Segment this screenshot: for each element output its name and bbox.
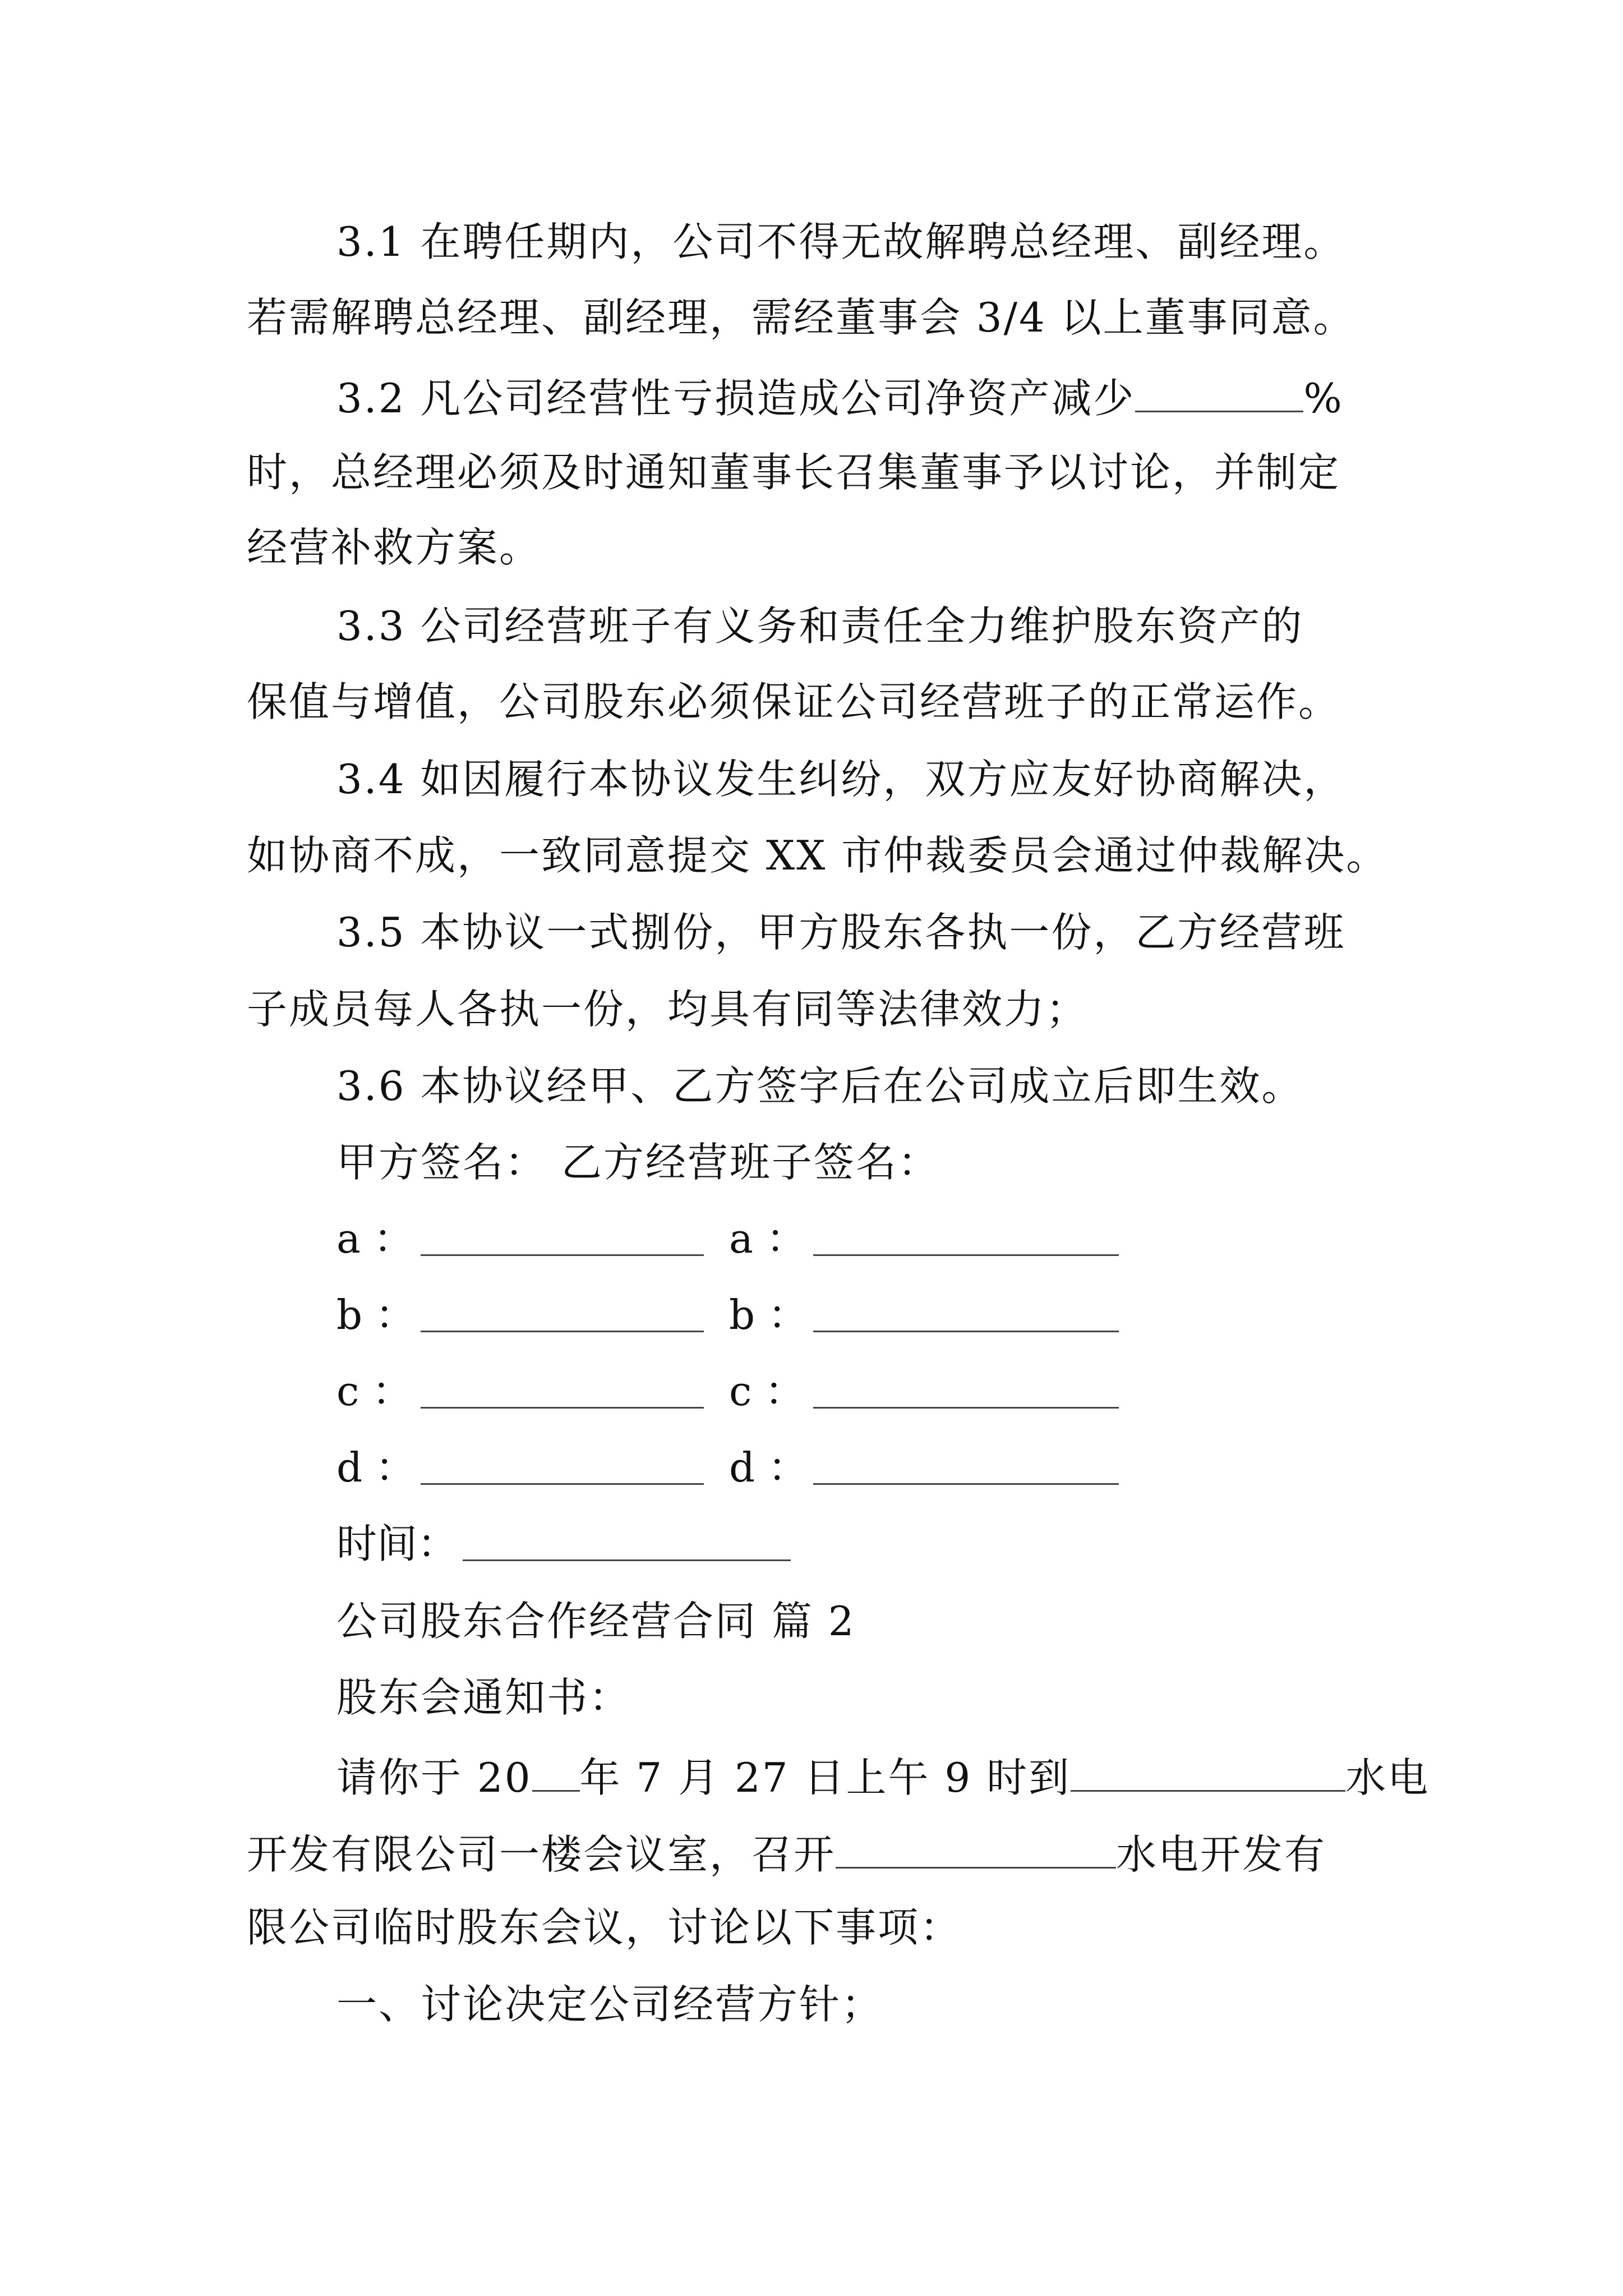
signature-row-a [336, 1215, 1290, 1269]
signature-row-c [336, 1368, 1290, 1421]
party-a-signature-line[interactable] [421, 1483, 704, 1485]
party-b-signature-line[interactable] [813, 1483, 1119, 1485]
clause-3-6-line-1: 3.6 本协议经甲、乙方签字后在公司成立后即生效。 [336, 1062, 1304, 1110]
notice-line-3: 限公司临时股东会议，讨论以下事项： [247, 1904, 962, 1951]
company-name-blank [1071, 1754, 1345, 1792]
clause-3-2-text: 3.2 凡公司经营性亏损造成公司净资产减少 [336, 375, 1136, 422]
clause-3-5-line-2: 子成员每人各执一份，均具有同等法律效力； [247, 986, 1089, 1033]
signature-row-b [336, 1291, 1290, 1345]
percent-blank [1135, 375, 1303, 412]
notice-line-1 [336, 1754, 1430, 1801]
clause-3-2-line-3: 经营补救方案。 [247, 524, 542, 571]
notice-text: 开发有限公司一楼会议室，召开 [247, 1831, 836, 1878]
clause-3-4-line-1: 3.4 如因履行本协议发生纠纷，双方应友好协商解决， [336, 756, 1346, 803]
party-b-signature-line[interactable] [813, 1254, 1119, 1256]
party-a-label: d ： [336, 1444, 416, 1491]
clause-3-1-line-1: 3.1 在聘任期内，公司不得无故解聘总经理、副经理。 [336, 218, 1346, 265]
clause-3-4-line-2: 如协商不成，一致同意提交 XX 市仲裁委员会通过仲裁解决。 [247, 832, 1389, 879]
year-blank [532, 1754, 580, 1792]
signature-header: 甲方签名： 乙方经营班子签名： [336, 1139, 940, 1186]
agenda-item-1: 一、讨论决定公司经营方针； [336, 1981, 884, 2028]
clause-3-5-line-1: 3.5 本协议一式捌份，甲方股东各执一份，乙方经营班 [336, 909, 1346, 956]
clause-3-3-line-2: 保值与增值，公司股东必须保证公司经营班子的正常运作。 [247, 678, 1341, 725]
notice-text: 水电开发有 [1116, 1831, 1327, 1878]
notice-title: 股东会通知书： [336, 1674, 631, 1721]
notice-text: 水电 [1345, 1754, 1430, 1801]
signature-row-d [336, 1444, 1290, 1498]
time-label: 时间： [336, 1520, 458, 1567]
clause-3-1-line-2: 若需解聘总经理、副经理，需经董事会 3/4 以上董事同意。 [247, 294, 1355, 341]
party-a-signature-line[interactable] [421, 1407, 704, 1409]
notice-text: 请你于 20 [336, 1754, 532, 1801]
party-a-label: a ： [336, 1215, 414, 1262]
percent-sign: % [1303, 375, 1344, 422]
party-a-signature-line[interactable] [421, 1254, 704, 1256]
party-b-signature-line[interactable] [813, 1331, 1119, 1332]
party-b-label: b ： [729, 1291, 808, 1338]
party-b-label: c ： [729, 1368, 805, 1415]
clause-3-2-line-1 [336, 375, 1344, 422]
party-b-label: d ： [729, 1444, 808, 1491]
signature-time-row [336, 1520, 1290, 1574]
party-b-signature-line[interactable] [813, 1407, 1119, 1409]
section-title: 公司股东合作经营合同 篇 2 [336, 1598, 856, 1645]
party-a-label: c ： [336, 1368, 413, 1415]
notice-text: 年 7 月 27 日上午 9 时到 [579, 1754, 1071, 1801]
clause-3-3-line-1: 3.3 公司经营班子有义务和责任全力维护股东资产的 [336, 602, 1304, 650]
clause-3-2-line-2: 时，总经理必须及时通知董事长召集董事予以讨论，并制定 [247, 449, 1341, 496]
party-a-signature-line[interactable] [421, 1331, 704, 1332]
time-line[interactable] [463, 1559, 791, 1561]
company-name-blank [836, 1831, 1116, 1869]
party-b-label: a ： [729, 1215, 806, 1262]
party-a-label: b ： [336, 1291, 416, 1338]
notice-line-2 [247, 1831, 1327, 1878]
